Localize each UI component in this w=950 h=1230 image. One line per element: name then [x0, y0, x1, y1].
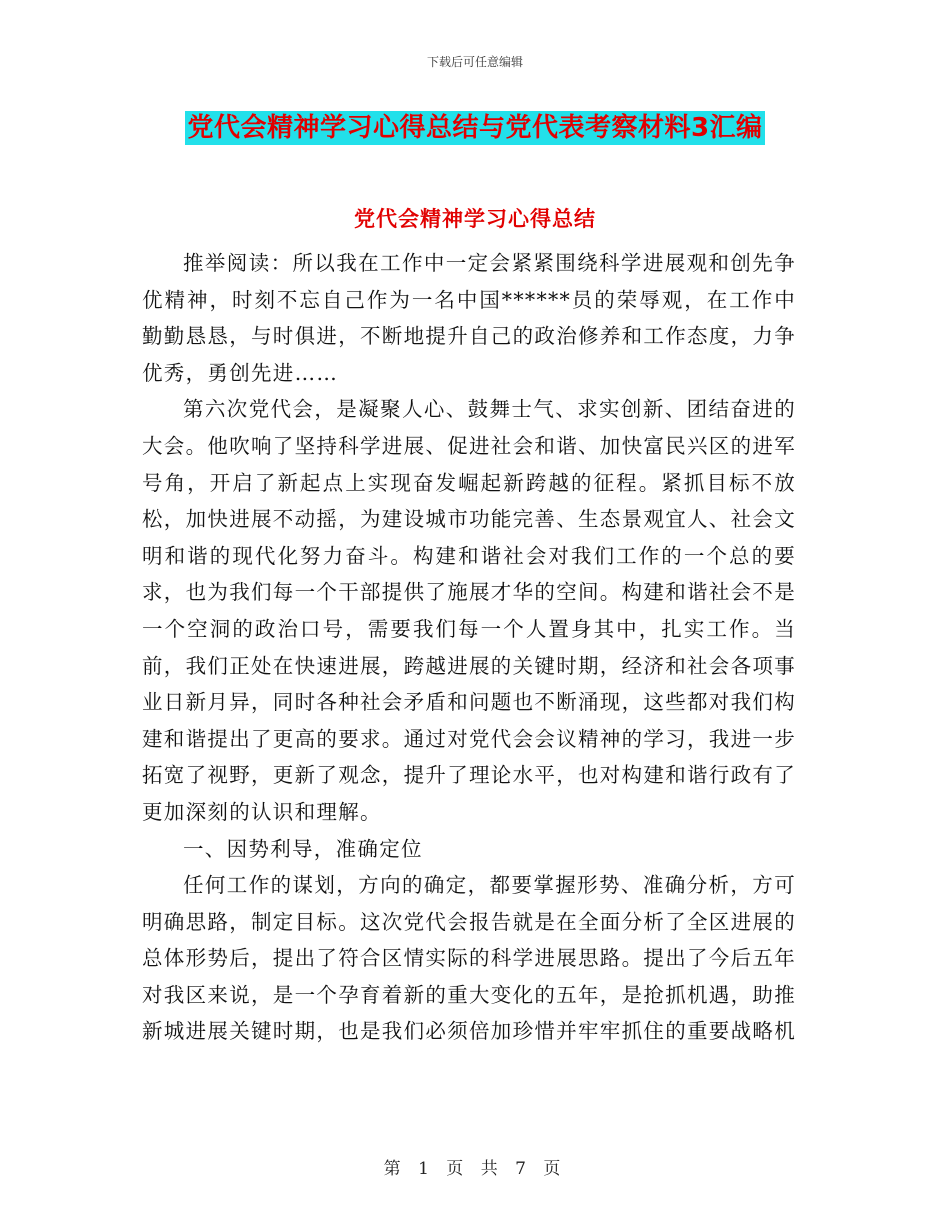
page-footer: 第 1 页 共 7 页 [383, 1159, 567, 1179]
paragraph-congress: 第六次党代会，是凝聚人心、鼓舞士气、求实创新、团结奋进的大会。他吹响了坚持科学进展、促进社会和谐、加快富民兴区的进军号角，开启了新起点上实现奋发崛起新跨越的征程。紧抓目标不放松，加快进展不动摇，为建设城市功能完善、生态景观宜人、社会文明和谐的现代化努力奋斗。构建和谐社会对我们工作的一个总的要求，也为我们每一个干部提供了施展才华的空间。构建和谐社会不是一个空洞的政治口号，需要我们每一个人置身其中，扎实工作。当前，我们正处在快速进展，跨越进展的关键时期，经济和社会各项事业日新月异，同时各种社会矛盾和问题也不断涌现，这些都对我们构建和谐提出了更高的要求。通过对党代会会议精神的学习，我进一步拓宽了视野，更新了观念，提升了理论水平，也对构建和谐行政有了更加深刻的认识和理解。 [142, 397, 796, 824]
main-title-container [0, 111, 950, 145]
section-heading: 一、因势利导，准确定位 [183, 836, 423, 861]
paragraph-intro: 推举阅读：所以我在工作中一定会紧紧围绕科学进展观和创先争优精神，时刻不忘自己作为一名中国******员的荣辱观，在工作中勤勤恳恳，与时俱进，不断地提升自己的政治修养和工作态度，力争优秀，勇创先进…… [142, 251, 796, 385]
header-note: 下载后可任意编辑 [426, 55, 523, 69]
document-body [142, 245, 796, 1050]
paragraph-planning: 任何工作的谋划，方向的确定，都要掌握形势、准确分析，方可明确思路，制定目标。这次党代会报告就是在全面分析了全区进展的总体形势后，提出了符合区情实际的科学进展思路。提出了今后五年对我区来说，是一个孕育着新的重大变化的五年，是抢抓机遇，助推新城进展关键时期，也是我们必须倍加珍惜并牢牢抓住的重要战略机 [142, 873, 796, 1044]
section-title: 党代会精神学习心得总结 [354, 207, 596, 231]
main-title: 党代会精神学习心得总结与党代表考察材料3汇编 [187, 113, 763, 143]
